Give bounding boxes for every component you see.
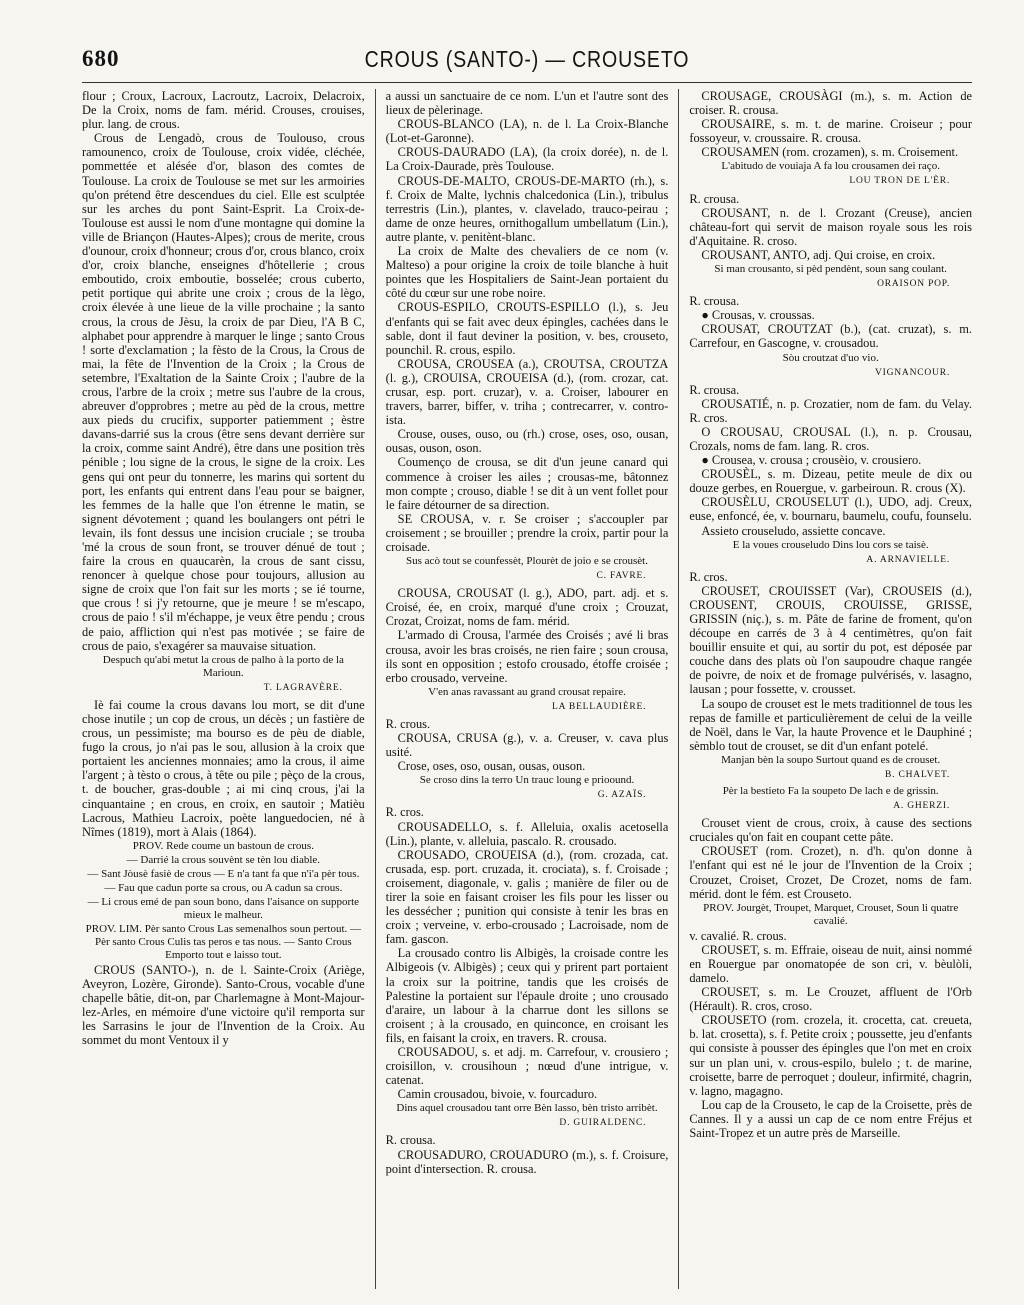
dictionary-entry: ● Crousas, v. croussas. <box>701 308 815 323</box>
dictionary-entry: CROUSET, CROUISSET (Var), CROUSEIS (d.), CROUSENT, CROUIS, CROUISSE, GRISSE, GRISSIN (niç.), s. m. Pâte de farine de froment, qu'on découpe en carrés de 3 à 4 centimètres, qu'on fait bouillir ensuite et qui, au sortir du pot, est déposée par couche dans des plats où l'on saupoudre chaque rangée de poivre, de noix et de fromage pulvérisés, v. lasagno, lausan ; pour fossette, v. crousset. <box>689 583 973 697</box>
dictionary-entry: a aussi un sanctuaire de ce nom. L'un et l'autre sont des lieux de pèlerinage. <box>385 89 669 118</box>
column-middle <box>386 89 669 1289</box>
dictionary-entry: CROUSA, CRUSA (g.), v. a. Creuser, v. cava plus usité. <box>385 731 669 760</box>
dictionary-entry: v. cavalié. R. crous. <box>689 928 787 943</box>
dictionary-entry: CROUSAT, CROUTZAT (b.), (cat. cruzat), s. m. Carrefour, en Gascogne, v. crousadou. <box>689 322 973 351</box>
dictionary-entry: CROUSET, s. m. Le Crouzet, affluent de l'Orb (Hérault). R. cros, croso. <box>689 985 973 1014</box>
dictionary-entry: CROUS-DAURADO (LA), (la croix dorée), n. de l. La Croix-Daurade, près Toulouse. <box>385 145 669 174</box>
running-title: CROUS (SANTO-) — CROUSETO <box>364 46 690 72</box>
dictionary-entry: CROUS-DE-MALTO, CROUS-DE-MARTO (rh.), s. f. Croix de Malte, lychnis chalcedonica (Lin.), tribulus terrestris (Lin.), plantes, v. clavelado, trauco-peirau ; dame de onze heures, ornithogallum umbellatum (Lin.), autre plante, v. penitènt-blanc. <box>385 173 669 244</box>
quotation: Sòu croutzat d'uo vio. <box>782 351 879 364</box>
quotation: — Sant Jòusè fasiè de crous — E n'a tant fa que n'i'a pèr tous. <box>87 867 360 880</box>
dictionary-entry: CROUSANT, ANTO, adj. Qui croise, en croix. <box>701 247 936 262</box>
dictionary-entry: CROUSAGE, CROUSÀGI (m.), s. m. Action de croiser. R. crousa. <box>689 89 973 118</box>
dictionary-entry: SE CROUSA, v. r. Se croiser ; s'accoupler par croisement ; se brouiller ; prendre la croix, partir pour la croisade. <box>385 511 669 554</box>
dictionary-entry: R. cros. <box>385 805 424 820</box>
dictionary-entry: CROUSETO (rom. crozela, it. crocetta, cat. creueta, b. lat. crosetta), s. f. Petite croix ; poussette, jeu d'enfants qui consiste à pousser des épingles que l'on met en croix sur un plan uni, v. crous-espilo, bulelo ; t. de marine, croisette, barre de perroquet ; douleur, infirmité, chagrin, v. lagno, magagno. <box>689 1013 973 1098</box>
dictionary-entry: CROUS-ESPILO, CROUTS-ESPILLO (l.), s. Jeu d'enfants qui se fait avec deux épingles, cachées dans le sable, dont il faut deviner la position, v. bes, crouseto, pounchil. R. crous, espilo. <box>385 300 669 357</box>
dictionary-entry: La croix de Malte des chevaliers de ce nom (v. Malteso) a pour origine la croix de toile blanche à huit pointes que les Hospitaliers de Saint-Jean portaient du côté du cœur sur une robe noire. <box>385 244 669 301</box>
dictionary-entry: CROUSAMEN (rom. crozamen), s. m. Croisement. <box>701 145 959 160</box>
dictionary-entry: ● Crousea, v. crousa ; crousèio, v. crousiero. <box>701 453 922 468</box>
dictionary-entry: CROUSET, s. m. Effraie, oiseau de nuit, ainsi nommé en Rouergue par onomatopée de son cri, v. bèulòli, damelo. <box>689 942 973 985</box>
dictionary-entry: Crose, oses, oso, ousan, ousas, ouson. <box>397 759 586 774</box>
quotation: — Darrié la crous souvènt se tèn lou diable. <box>126 853 321 866</box>
quotation: V'en anas ravassant au grand crousat repaire. <box>428 685 626 698</box>
column-left <box>82 89 365 1289</box>
quotation: PROV. Rede coume un bastoun de crous. <box>132 839 314 852</box>
dictionary-entry: CROUSADELLO, s. f. Alleluia, oxalis acetosella (Lin.), plante, v. alleluia, pascalo. R. crousado. <box>385 819 669 848</box>
quotation: PROV. Jourgèt, Troupet, Marquet, Crouset, Soun li quatre cavalié. <box>703 901 959 927</box>
quote-author: VIGNANCOUR. <box>874 367 951 378</box>
text-columns <box>82 89 972 1289</box>
dictionary-entry: CROUSAIRE, s. m. t. de marine. Croiseur ; pour fossoyeur, v. croussaire. R. crousa. <box>689 117 973 146</box>
quotation: Dins aquel crousadou tant orre Bèn lasso, bèn tristo arribèt. <box>396 1102 658 1115</box>
quotation: Sus acò tout se counfessèt, Plourèt de joio e se crousèt. <box>406 555 648 568</box>
dictionary-entry: R. crousa. <box>689 294 740 309</box>
dictionary-entry: CROUSÈL, s. m. Dizeau, petite meule de dix ou douze gerbes, en Rouergue, v. garbeiroun. R. crous (X). <box>689 467 973 496</box>
dictionary-entry: CROUSADURO, CROUADURO (m.), s. f. Croisure, point d'intersection. R. crousa. <box>385 1147 669 1176</box>
dictionary-entry: La soupo de crouset est le mets traditionnel de tous les repas de famille et particulièrement de celui de la veille de Noël, dans le Var, la haute Provence et le Dauphiné ; sèmblo tout de crouset, se dit d'un enfant potelé. <box>689 696 973 753</box>
dictionary-entry: CROUSET (rom. Crozet), n. d'h. qu'on donne à l'enfant qui est né le jour de l'Invention de la Croix ; Crouzet, Croiset, Crozet, De Crozet, noms de fam. mérid. dont le fém. est Crouseto. <box>689 844 973 901</box>
dictionary-entry: CROUSATIÉ, n. p. Crozatier, nom de fam. du Velay. R. cros. <box>689 396 973 425</box>
dictionary-entry: O CROUSAU, CROUSAL (l.), n. p. Crousau, Crozals, noms de fam. lang. R. cros. <box>689 424 973 453</box>
quotation: PROV. LIM. Pèr santo Crous Las semenalhos soun pertout. — Pèr santo Crous Culis tas peros e tas nous. — Santo Crous Emporto tout e laisso tout. <box>85 922 362 961</box>
column-right <box>689 89 972 1289</box>
quotation: Despuch qu'abi metut la crous de palho à la porto de la Marioun. <box>102 653 344 679</box>
quotation: E la voues crouseludo Dins lou cors se taisè. <box>732 538 929 551</box>
dictionary-entry: CROUS (SANTO-), n. de l. Sainte-Croix (Ariège, Aveyron, Lozère, Gironde). Santo-Crous, vocable d'une chapelle bâtie, dit-on, par Charlemagne à Mont-Majour-lez-Arles, en mémoire d'une victoire qu'il remporta sur les Sarrasins le jour de l'Invention de la Croix. Au sommet du mont Ventoux il y <box>82 962 365 1048</box>
quotation: Se croso dins la terro Un trauc loung e prioound. <box>419 774 635 787</box>
dictionary-entry: CROUS-BLANCO (LA), n. de l. La Croix-Blanche (Lot-et-Garonne). <box>385 117 669 146</box>
dictionary-entry: CROUSÈLU, CROUSELUT (l.), UDO, adj. Creux, euse, enfoncé, ée, v. bournaru, baumelu, coufu, founselu. <box>689 495 973 524</box>
dictionary-entry: Lou cap de la Crouseto, le cap de la Croisette, près de Cannes. Il y a aussi un cap de ce nom entre Fréjus et Saint-Tropez et un autre près de Marseille. <box>689 1097 973 1140</box>
dictionary-entry: Coumenço de crousa, se dit d'un jeune canard qui commence à croiser les ailes ; crousas-me, bâtonnez mon compte ; crouso, diable ! se dit à un vent follet pour le faire détourner de sa direction. <box>385 455 669 512</box>
quote-author: ORAISON POP. <box>877 279 951 290</box>
quote-author: A. ARNAVIELLE. <box>866 554 951 565</box>
quote-author: T. LAGRAVÈRE. <box>263 682 343 693</box>
quotation: Manjan bèn la soupo Surtout quand es de crouset. <box>721 753 941 766</box>
page-header <box>82 42 972 83</box>
dictionary-entry: CROUSA, CROUSAT (l. g.), ADO, part. adj. et s. Croisé, ée, en croix, marqué d'une croix ; Crouzat, Crozat, Croizat, noms de fam. mérid. <box>385 586 669 629</box>
quote-author: G. AZAÏS. <box>597 790 647 801</box>
dictionary-entry: R. crousa. <box>385 1133 436 1148</box>
dictionary-entry: Iè fai coume la crous davans lou mort, se dit d'une chose inutile ; un cop de crous, un décès ; un fastière de crous, un pessimiste; ma bourso es de pèu de diable, fugo la crous, jo n'ai pas le sou, allusion à la croix que portaient les anciennes monnaies; amo la crous, il aime l'argent ; à tèsto o crous, à tête ou pile ; pèço de la crous, t. de boucher, gras-double ; ai mi cinq crous, j'ai la cinquantaine ; en crous, en croix, en sautoir ; Matièu Lacrous, Mathieu Lacroix, poète languedocien, né à Nîmes (1819), mort à Alais (1864). <box>82 697 365 839</box>
dictionary-entry: R. cros. <box>689 569 728 584</box>
page-number: 680 <box>82 46 120 71</box>
dictionary-entry: Assieto crouseludo, assiette concave. <box>701 523 886 538</box>
quote-author: B. CHALVET. <box>885 769 951 780</box>
dictionary-entry: R. crous. <box>385 716 431 731</box>
dictionary-entry: CROUSA, CROUSEA (a.), CROUTSA, CROUTZA (l. g.), CROUISA, CROUEISA (d.), (rom. crozar, cat. crusar, esp. port. cruzar), v. a. Croiser, labourer en travers, barrer, biffer, v. triha ; contrecarrer, v. contro-ista. <box>385 356 669 428</box>
dictionary-entry: CROUSADO, CROUEISA (d.), (rom. crozada, cat. crusada, esp. port. cruzada, it. crociata), s. f. Croisade ; croisement, diagonale, v. galis ; manière de filer ou de tirer la soie en faisant croiser les fils pour les lisser ou les dessécher ; punition qui consiste à tenir les bras en croix ; verveine, v. erbo-crousado ; Lacroisade, nom de fam. gascon. <box>385 847 669 947</box>
quote-author: C. FAVRE. <box>596 571 647 582</box>
quotation: L'abitudo de vouiaja A fa lou crousamen dei raço. <box>721 160 940 173</box>
quotation: Pèr la bestieto Fa la soupeto De lach e de grissin. <box>722 785 939 798</box>
dictionary-entry: La crousado contro lis Albigès, la croisade contre les Albigeois (v. Albigès) ; ceux qui y prirent part portaient la croix sur la poitrine, tandis que les croisés de Palestine la portaient sur l'épaule droite ; uno crousado d'araire, un labour à la charrue dont les sillons se croisent ; à la crousado, en quinconce, en croisant les fils, en faisant la croix, en travers. R. crousa. <box>385 946 669 1045</box>
quote-author: LA BELLAUDIÈRE. <box>552 701 647 712</box>
dictionary-entry: Crous de Lengadò, crous de Toulouso, crous ramounenco, croix de Toulouse, croix vidée, cléchée, pommettée et alésée d'or, blason des comtes de Toulouse. La croix de Toulouse se met sur les armoiries qu'on prétend être descendues du ciel. Elle est sculptée sur les arches du pont Saint-Esprit. La Croix-de-Toulouse est aussi le nom d'une montagne qui domine la ville de Briançon (Hautes-Alpes); crous de merite, crous d'ounour, croix d'honneur; crous d'or, crous blanco, croix d'or, croix blanche, enseignes d'hôtellerie ; crous emboutido, croix emboutie, bosselée; crous cuberto, petit portique qui abrite une croix ; crous de la lègo, croix élevée à une lieue de la ville prochaine ; la santo crous, la crous de Jèsu, la croix de par Dieu, l'A B C, alphabet pour apprendre à marquer le linge ; santo Crous ! sorte d'exclamation ; la fèsto de la Crous, la Crous de mai, la fête de l'Invention de la Croix ; la Crous de setembre, l'Exaltation de la Sainte Croix ; l'aubre de la crous, l'arbre de la croix ; metre sus l'aubre de la crous, abreuver d'opprobres ; metre au pèd de la crous, mettre aux pieds du crucifix, supporter patiemment ; èstre davans-darrié sus la crous (être sens devant derrière sur la croix, comme saint André), être dans une position très pénible ; lou signe de la crous, le signe de la croix. Les gens qui ont peur du tonnerre, les marins qui sortent du port, les enfants qui entrent dans l'eau pour se baigner, les femmes de la halle que l'on étrenne le matin, se signent dévotement ; quand les boulangers ont pétri le levain, ils font dessus une incision cruciale ; se trouba 'mé la crous de soun front, se trouver dénué de tout ; faire la crous en quaucarèn, la crous de sant cissu, renoncer à quelque chose pour toujours, allusion au signe de croix que l'on fait sur les morts ; se ié tourne, que crous ! si j'y retourne, que je meure ! se m'escapo, crous de paio ! s'il m'échappe, je veux être pendu ; crous de paio, affliction qui n'est pas motivée ; se faire de crous de paio, s'exagérer sa mauvaise situation. <box>82 131 365 653</box>
quotation: Si man crousanto, si pèd pendènt, soun sang coulant. <box>714 263 947 276</box>
dictionary-entry: CROUSANT, n. de l. Crozant (Creuse), ancien château-fort qui servit de maison royale sous les rois d'Aquitaine. R. croso. <box>689 205 973 248</box>
quote-author: A. GHERZI. <box>893 801 951 812</box>
dictionary-entry: Crouset vient de crous, croix, à cause des sections cruciales qu'on fait en coupant cette pâte. <box>689 816 973 845</box>
quotation: — Li crous emé de pan soun bono, dans l'aisance on supporte mieux le malheur. <box>87 895 360 921</box>
dictionary-entry: CROUSADOU, s. et adj. m. Carrefour, v. crousiero ; croisillon, v. crousihoun ; nœud d'une intrigue, v. catenat. <box>385 1045 669 1088</box>
quote-author: D. GUIRALDENC. <box>559 1118 647 1129</box>
column-divider <box>375 89 376 1289</box>
dictionary-entry: Camin crousadou, bivoie, v. fourcaduro. <box>397 1087 598 1102</box>
quote-author: LOU TRON DE L'ÈR. <box>849 176 951 187</box>
dictionary-entry: flour ; Croux, Lacroux, Lacroutz, Lacroix, Delacroix, De la Croix, noms de fam. mérid. Crouses, crouises, plur. lang. de crous. <box>82 89 365 132</box>
dictionary-entry: R. crousa. <box>689 382 740 397</box>
quotation: — Fau que cadun porte sa crous, ou A cadun sa crous. <box>104 881 343 894</box>
column-divider <box>678 89 679 1289</box>
dictionary-entry: R. crousa. <box>689 191 740 206</box>
dictionary-entry: Crouse, ouses, ouso, ou (rh.) crose, oses, oso, ousan, ousas, ouson, oson. <box>385 427 669 456</box>
dictionary-entry: L'armado di Crousa, l'armée des Croisés ; avé li bras crousa, avoir les bras croisés, ne rien faire ; soun crousa, ils sont en opposition ; estofo crousado, étoffe croisée ; erbo crousado, verveine. <box>385 628 669 685</box>
